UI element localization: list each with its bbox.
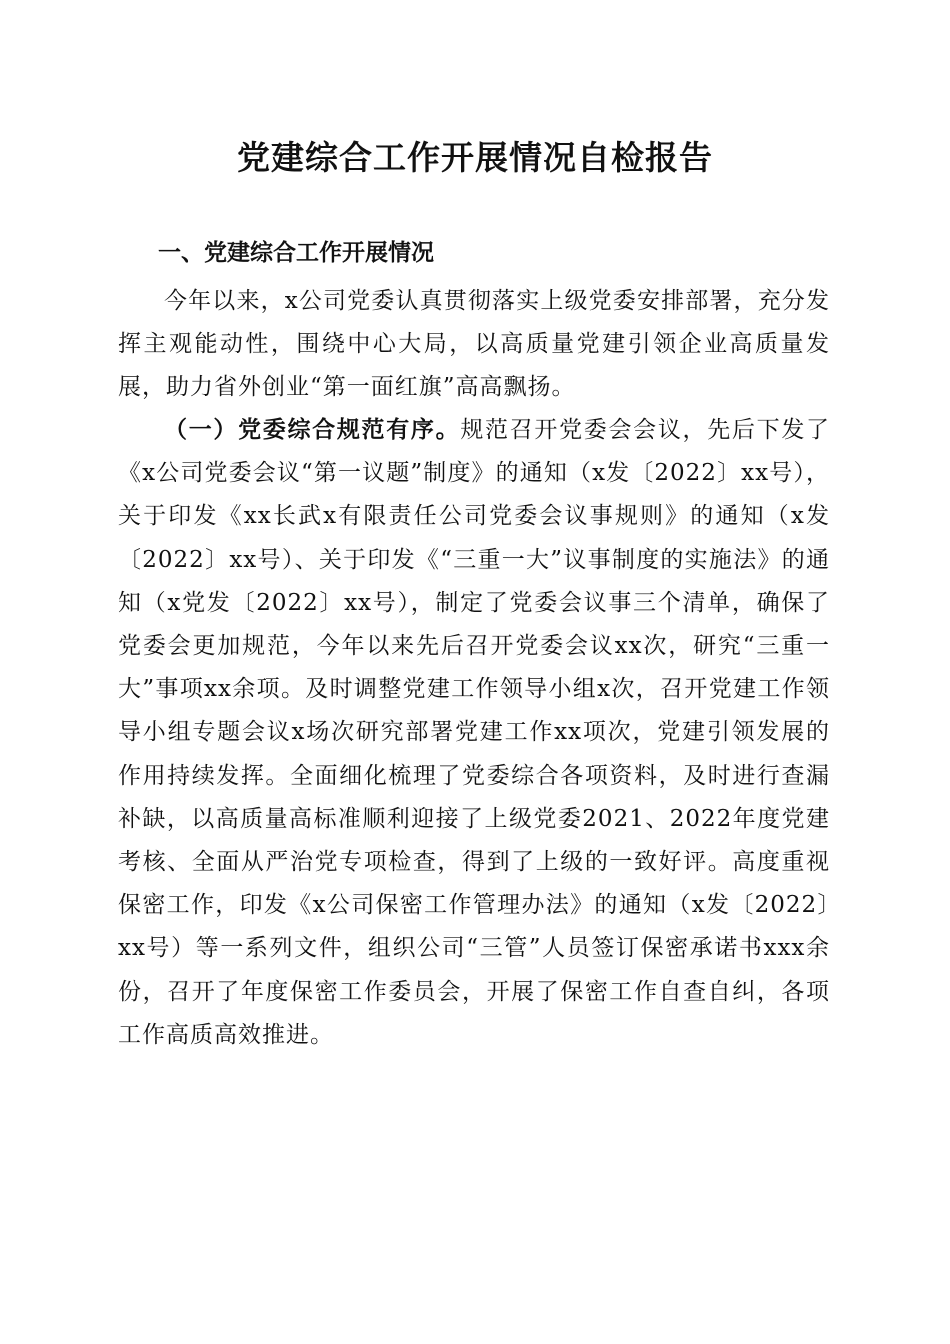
subsection-heading: （一）党委综合规范有序。: [164, 417, 461, 443]
document-title: 党建综合工作开展情况自检报告: [237, 138, 713, 177]
subsection-text: 规范召开党委会会议，先后下发了《x公司党委会议“第一议题”制度》的通知（x发〔2022〕xx号），关于印发《xx长武x有限责任公司党委会议事规则》的通知（x发〔2022〕xx号）、关于印发《“三重一大”议事制度的实施法》的通知（x党发〔2022〕xx号），制定了党委会议事三个清单，确保了党委会更加规范，今年以来先后召开党委会议xx次，研究“三重一大”事项xx余项。及时调整党建工作领导小组x次，召开党建工作领导小组专题会议x场次研究部署党建工作xx项次，党建引领发展的作用持续发挥。全面细化梳理了党委综合各项资料，及时进行查漏补缺，以高质量高标准顺利迎接了上级党委2021、2022年度党建考核、全面从严治党专项检查，得到了上级的一致好评。高度重视保密工作，印发《x公司保密工作管理办法》的通知（x发〔2022〕xx号）等一系列文件，组织公司“三管”人员签订保密承诺书xxx余份，召开了年度保密工作委员会，开展了保密工作自查自纠，各项工作高质高效推进。: [118, 417, 831, 1048]
body-paragraph: [118, 409, 830, 1057]
body-paragraph: 今年以来，x公司党委认真贯彻落实上级党委安排部署，充分发挥主观能动性，围绕中心大局，以高质量党建引领企业高质量发展，助力省外创业“第一面红旗”高高飘扬。: [118, 288, 830, 401]
section-heading: 一、党建综合工作开展情况: [158, 240, 434, 266]
